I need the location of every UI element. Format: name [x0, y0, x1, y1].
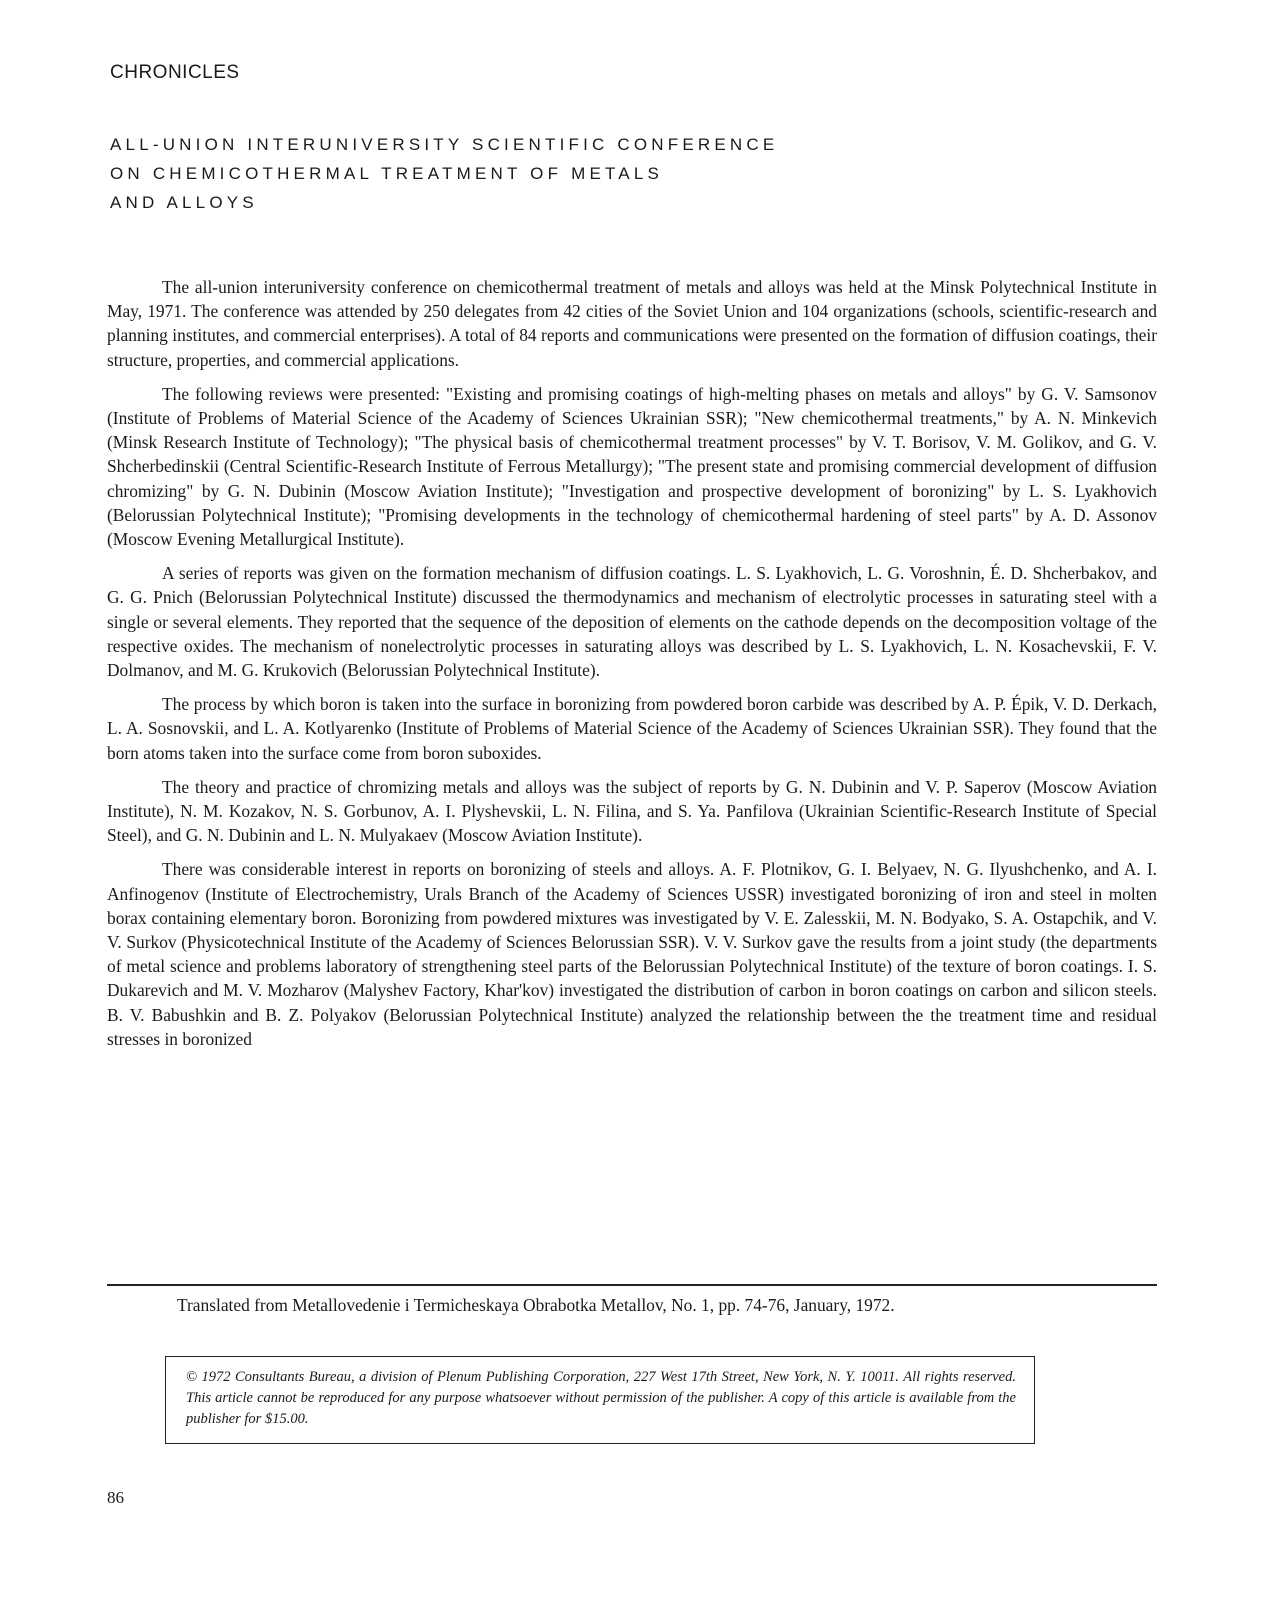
body-paragraph: The theory and practice of chromizing metals and alloys was the subject of reports by G. N. Dubinin and V. P. Saperov (Moscow Aviation Institute), N. M. Kozakov, N. S. Gorbunov, A. I. Plyshevskii, L. N. Filina, and S. Ya. Panfilova (Ukrainian Scientific-Research Institute of Special Steel), and G. N. Dubinin and L. N. Mulyakaev (Moscow Aviation Institute).	[107, 776, 1157, 846]
body-paragraph: The following reviews were presented: "Existing and promising coatings of high-melting phases on metals and alloys" by G. V. Samsonov (Institute of Problems of Material Science of the Academy of Sciences Ukrainian SSR); "New chemicothermal treatments," by A. N. Minkevich (Minsk Research Institute of Technology); "The physical basis of chemicothermal treatment processes" by V. T. Borisov, V. M. Golikov, and G. V. Shcherbedinskii (Central Scientific-Research Institute of Ferrous Metallurgy); "The present state and promising commercial development of diffusion chromizing" by G. N. Dubinin (Moscow Aviation Institute); "Investigation and prospective development of boronizing" by L. S. Lyakhovich (Belorussian Polytechnical Institute); "Promising developments in the technology of chemicothermal hardening of steel parts" by A. D. Assonov (Moscow Evening Metallurgical Institute).	[107, 383, 1157, 550]
page-number: 86	[107, 1488, 124, 1507]
title-line: ON CHEMICOTHERMAL TREATMENT OF METALS	[110, 164, 664, 183]
body-paragraph: There was considerable interest in reports on boronizing of steels and alloys. A. F. Plotnikov, G. I. Belyaev, N. G. Ilyushchenko, and A. I. Anfinogenov (Institute of Electrochemistry, Urals Branch of the Academy of Sciences USSR) investigated boronizing of iron and steel in molten borax containing elementary boron. Boronizing from powdered mixtures was investigated by V. E. Zalesskii, M. N. Bodyako, S. A. Ostapchik, and V. V. Surkov (Physicotechnical Institute of the Academy of Sciences Belorussian SSR). V. V. Surkov gave the results from a joint study (the departments of metal science and problems laboratory of strengthening steel parts of the Belorussian Polytechnical Institute) of the texture of boron coatings. I. S. Dukarevich and M. V. Mozharov (Malyshev Factory, Khar'kov) investigated the distribution of carbon in boron coatings on carbon and silicon steels. B. V. Babushkin and B. Z. Polyakov (Belorussian Polytechnical Institute) analyzed the relationship between the the treatment time and residual stresses in boronized	[107, 859, 1157, 1049]
article-body	[107, 275, 1157, 1061]
body-paragraph: A series of reports was given on the formation mechanism of diffusion coatings. L. S. Lyakhovich, L. G. Voroshnin, É. D. Shcherbakov, and G. G. Pnich (Belorussian Polytechnical Institute) discussed the thermodynamics and mechanism of electrolytic processes in saturating steel with a single or several elements. They reported that the sequence of the deposition of elements on the cathode depends on the decomposition voltage of the respective oxides. The mechanism of nonelectrolytic processes in saturating alloys was described by L. S. Lyakhovich, L. N. Kosachevskii, F. V. Dolmanov, and M. G. Krukovich (Belorussian Polytechnical Institute).	[107, 563, 1157, 681]
footnote-divider	[107, 1284, 1157, 1286]
body-paragraph: The process by which boron is taken into the surface in boronizing from powdered boron carbide was described by A. P. Épik, V. D. Derkach, L. A. Sosnovskii, and L. A. Kotlyarenko (Institute of Problems of Material Science of the Academy of Sciences Ukrainian SSR). They found that the born atoms taken into the surface come from boron suboxides.	[107, 694, 1157, 763]
translation-note: Translated from Metallovedenie i Termicheskaya Obrabotka Metallov, No. 1, pp. 74-76, January, 1972.	[177, 1295, 895, 1315]
body-paragraph: The all-union interuniversity conference on chemicothermal treatment of metals and alloys was held at the Minsk Polytechnical Institute in May, 1971. The conference was attended by 250 delegates from 42 cities of the Soviet Union and 104 organizations (schools, scientific-research and planning institutes, and commercial enterprises). A total of 84 reports and communications were presented on the formation of diffusion coatings, their structure, properties, and commercial applications.	[107, 277, 1157, 370]
title-line: ALL-UNION INTERUNIVERSITY SCIENTIFIC CONFERENCE	[110, 135, 779, 154]
title-line: AND ALLOYS	[110, 193, 258, 212]
article-title	[110, 130, 1130, 217]
copyright-notice: © 1972 Consultants Bureau, a division of Plenum Publishing Corporation, 227 West 17th Street, New York, N. Y. 10011. All rights reserved. This article cannot be reproduced for any purpose whatsoever without permission of the publisher. A copy of this article is available from the publisher for $15.00.	[165, 1356, 1035, 1444]
section-label: CHRONICLES	[110, 62, 240, 83]
